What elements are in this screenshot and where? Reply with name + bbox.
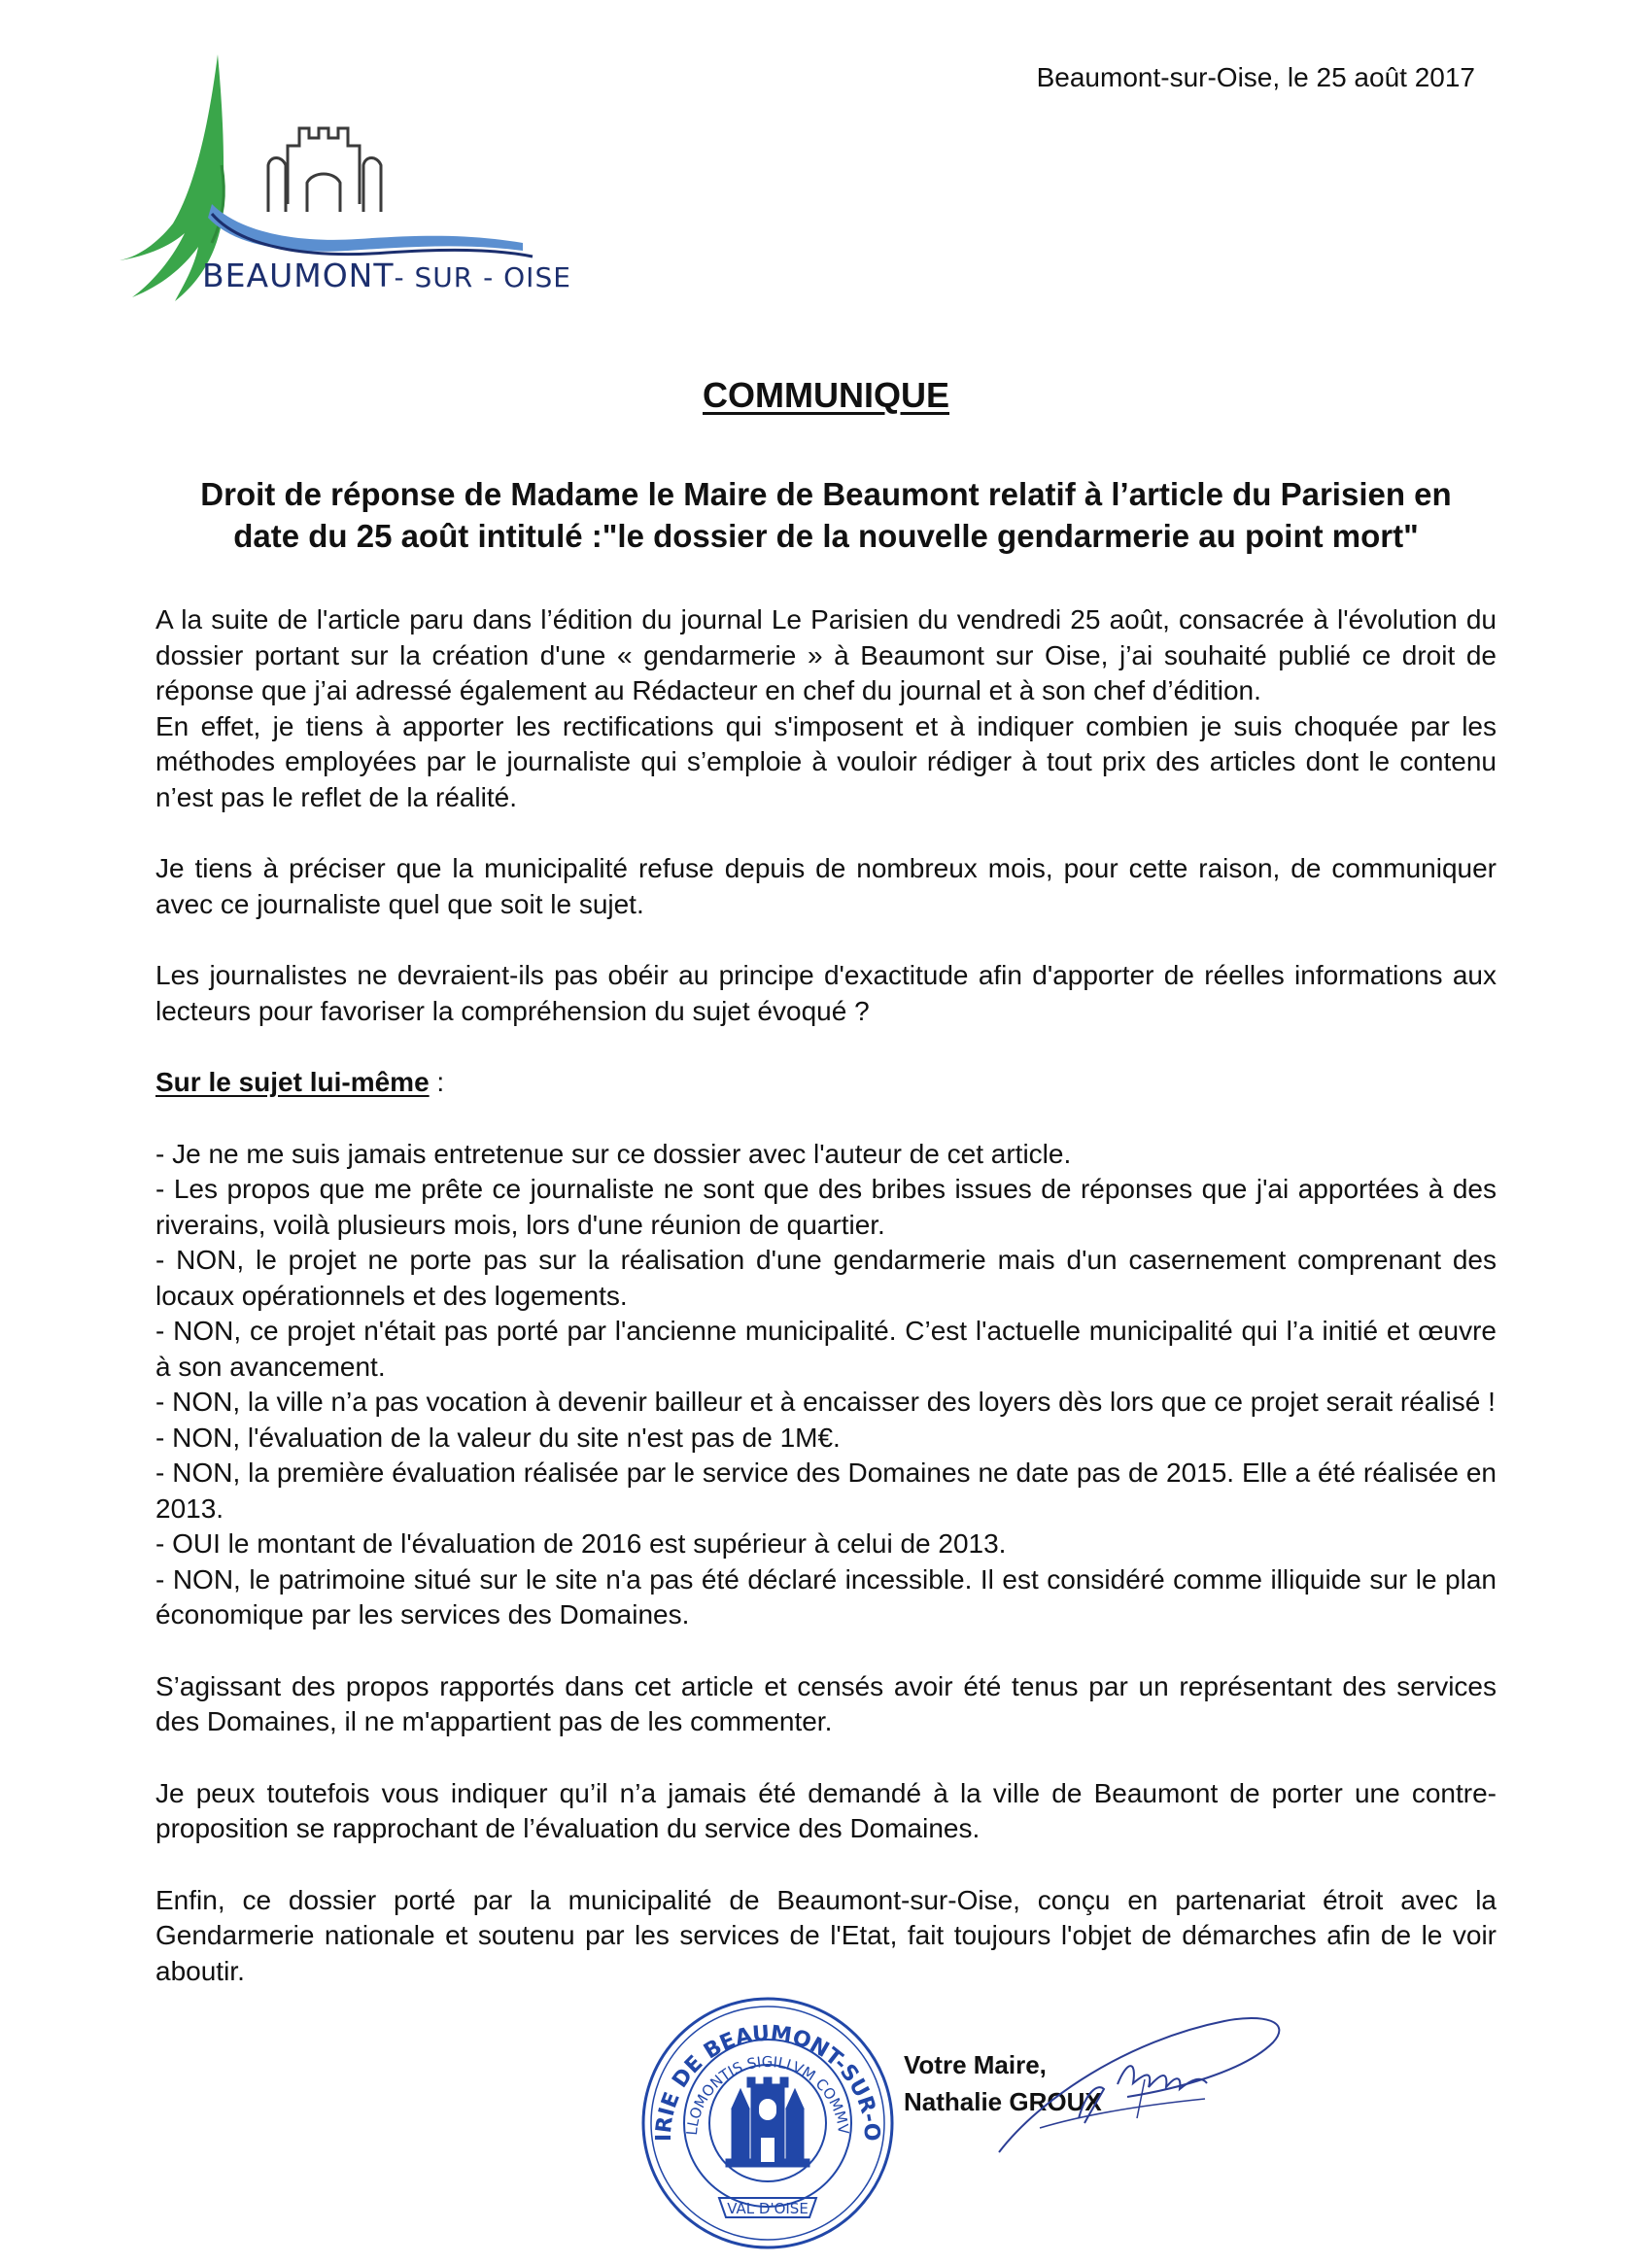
list-item: - OUI le montant de l'évaluation de 2016 est supérieur à celui de 2013. [155,1528,1007,1559]
list-item: - NON, le projet ne porte pas sur la réalisation d'une gendarmerie mais d'un casernement comprenant des locaux opérationnels et des logements. [155,1245,1497,1311]
list-item: - NON, la première évaluation réalisée par le service des Domaines ne date pas de 2015. Elle a été réalisée en 2013. [155,1458,1497,1524]
list-item: - Les propos que me prête ce journaliste ne sont que des bribes issues de réponses que j'ai apportées à des riverains, voilà plusieurs mois, lors d'une réunion de quartier. [155,1174,1497,1240]
logo-name: BEAUMONT [202,257,395,294]
document-heading: COMMUNIQUE [703,375,949,415]
beaumont-logo [115,49,571,340]
logo-graphic [115,49,552,340]
paragraph-gap [155,1101,1497,1137]
paragraph-intro-2: En effet, je tiens à apporter les rectifications qui s'imposent et à indiquer combien je suis choquée par les méthodes employées par le journaliste qui s’emploie à vouloir rédiger à tout prix des articles dont le contenu n’est pas le reflet de la réalité. [155,710,1497,812]
paragraph-gap [155,1847,1497,1883]
paragraph-domaines: S’agissant des propos rapportés dans cet article et censés avoir été tenus par un représentant des services des Domaines, il ne m'appartient pas de les commenter. [155,1670,1497,1736]
seal-bottom-text: VAL D'OISE [727,2200,809,2217]
paragraph-intro-1: A la suite de l'article paru dans l’édition du journal Le Parisien du vendredi 25 août, consacrée à l'évolution du dossier portant sur la création d'une « gendarmerie » à Beaumont sur Oise, j’ai souhaité publié ce droit de réponse que j’ai adressé également au Rédacteur en chef du journal et à son chef d’édition. [155,604,1497,705]
paragraph-gap [155,815,1497,851]
subtitle-line-2: date du 25 août intitulé :"le dossier de la nouvelle gendarmerie au point mort" [233,518,1419,554]
paragraph-gap [155,1029,1497,1065]
list-item: - Je ne me suis jamais entretenue sur ce dossier avec l'auteur de cet article. [155,1138,1072,1169]
signature-name: Nathalie GROUX [904,2087,1102,2116]
section-colon: : [429,1067,445,1097]
paragraph-refuse: Je tiens à préciser que la municipalité refuse depuis de nombreux mois, pour cette raison, de communiquer avec ce journaliste quel que soit le sujet. [155,853,1497,919]
section-title: Sur le sujet lui-même [155,1067,430,1097]
town-hall-seal [637,1992,899,2254]
list-item: - NON, la ville n’a pas vocation à devenir bailleur et à encaisser des loyers dès lors que ce projet serait réalisé ! [155,1387,1496,1417]
seal-inner-text: LLOMONTIS SIGILLVM COMMV [682,2052,853,2137]
document-subtitle [155,473,1497,557]
handwritten-signature [981,1982,1302,2177]
logo-wordmark [202,257,571,294]
seal-graphic [637,1992,899,2254]
signature-line-1: Votre Maire, [904,2050,1047,2079]
document-date: Beaumont-sur-Oise, le 25 août 2017 [1036,62,1475,92]
list-item: - NON, ce projet n'était pas porté par l'ancienne municipalité. C’est l'actuelle municipalité qui l’a initié et œuvre à son avancement. [155,1316,1497,1382]
paragraph-gap [155,1740,1497,1776]
paragraph-gap [155,922,1497,958]
seal-outer-text: IRIE DE BEAUMONT-SUR-O [651,2021,884,2143]
logo-suffix: - SUR - OISE [394,261,571,293]
paragraph-question: Les journalistes ne devraient-ils pas obéir au principe d'exactitude afin d'apporter de réelles informations aux lecteurs pour favoriser la compréhension du sujet évoqué ? [155,960,1497,1026]
paragraph-gap [155,1633,1497,1669]
subtitle-line-1: Droit de réponse de Madame le Maire de Beaumont relatif à l’article du Parisien en [200,476,1452,512]
section-heading [155,1065,1497,1101]
paragraph-enfin: Enfin, ce dossier porté par la municipalité de Beaumont-sur-Oise, conçu en partenariat étroit avec la Gendarmerie nationale et soutenu par les services de l'Etat, fait toujours l'objet de démarches afin de le voir aboutir. [155,1884,1497,1986]
list-item: - NON, l'évaluation de la valeur du site n'est pas de 1M€. [155,1422,841,1453]
list-item: - NON, le patrimoine situé sur le site n'a pas été déclaré incessible. Il est considéré comme illiquide sur le plan économique par les services des Domaines. [155,1563,1497,1629]
paragraph-contre: Je peux toutefois vous indiquer qu’il n’a jamais été demandé à la ville de Beaumont de porter une contre-proposition se rapprochant de l’évaluation du service des Domaines. [155,1777,1497,1843]
document-body [155,602,1497,1989]
